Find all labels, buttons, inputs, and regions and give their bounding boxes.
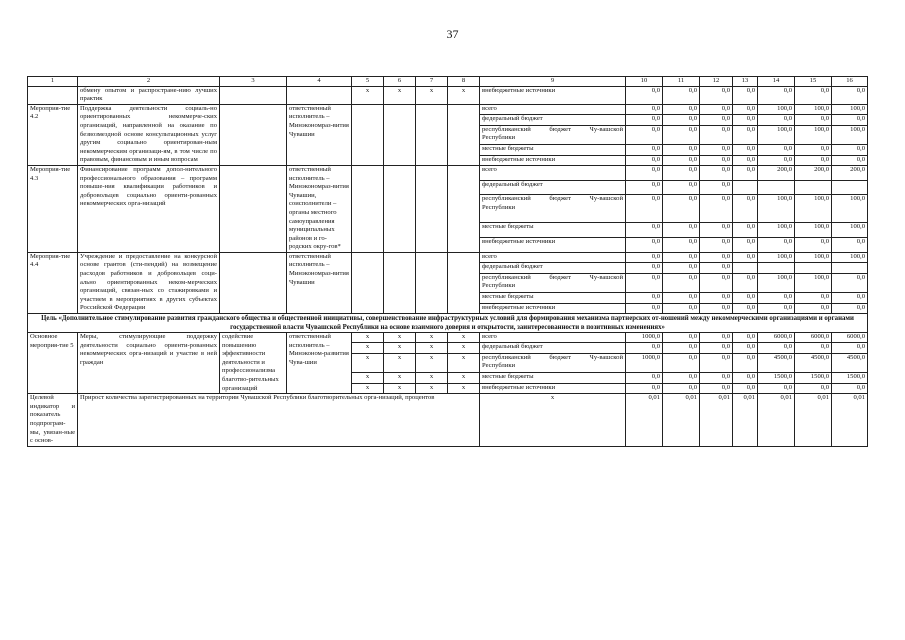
column-header: 1	[28, 77, 78, 87]
measure-row	[28, 104, 868, 114]
column-header: 4	[287, 77, 352, 87]
year-mark: x	[448, 373, 480, 383]
funding-value: 0,0	[758, 238, 795, 253]
funding-value: 6000,0	[795, 333, 832, 343]
funding-value: 0,0	[663, 252, 700, 262]
funding-value: 0,0	[663, 263, 700, 273]
funding-value: 0,0	[832, 115, 868, 125]
funding-value: 0,0	[733, 165, 758, 180]
funding-value: 0,0	[700, 333, 733, 343]
funding-value: 0,0	[663, 104, 700, 114]
funding-value: 0,0	[700, 373, 733, 383]
measure-name: Учреждение и предоставление на конкурсной основе грантов (сти-пендий) на возмещение расходов работников и добровольцев соци-ально ориентированных неком-мерческих организаций, связан-ных со стажировками и участием в мероприятиях в других субъектах Российской Федерации	[78, 252, 220, 313]
main-measure-code: Основное мероприя-тие 5	[28, 333, 78, 394]
column-header: 14	[758, 77, 795, 87]
funding-source: внебюджетные источники	[480, 86, 626, 104]
column-header: 2	[78, 77, 220, 87]
budget-table	[27, 76, 868, 447]
funding-value: 0,0	[832, 293, 868, 303]
funding-source: внебюджетные источники	[480, 238, 626, 253]
funding-value: 0,0	[795, 86, 832, 104]
funding-value: 0,0	[663, 86, 700, 104]
funding-value: 200,0	[795, 165, 832, 180]
funding-value: 0,0	[832, 303, 868, 313]
funding-value: 0,0	[626, 165, 663, 180]
funding-source: всего	[480, 252, 626, 262]
funding-value: 0,0	[758, 86, 795, 104]
funding-value: 0,0	[626, 273, 663, 293]
measure-executor: ответственный исполнитель – Минэкономраз-вития Чувашии	[287, 104, 352, 165]
funding-value: 0,0	[663, 195, 700, 223]
indicator-value: 0,01	[832, 394, 868, 447]
main-measure-goal: содействие повышению эффективности деятельности и профессионализма благотво-рительных организаций	[220, 333, 287, 394]
funding-value: 0,0	[832, 238, 868, 253]
column-header: 10	[626, 77, 663, 87]
year-mark	[384, 252, 416, 313]
funding-value: 0,0	[700, 155, 733, 165]
funding-value: 1500,0	[758, 373, 795, 383]
funding-value: 0,0	[626, 373, 663, 383]
year-mark: x	[352, 373, 384, 383]
year-mark: x	[416, 86, 448, 104]
funding-value: 0,0	[663, 238, 700, 253]
funding-value: 0,0	[758, 303, 795, 313]
funding-value: 0,0	[700, 223, 733, 238]
year-mark: x	[448, 86, 480, 104]
funding-value: 0,0	[626, 263, 663, 273]
funding-value: 0,0	[733, 223, 758, 238]
funding-value: 0,0	[832, 383, 868, 393]
funding-source: местные бюджеты	[480, 373, 626, 383]
funding-value: 0,0	[626, 293, 663, 303]
funding-value: 0,0	[626, 238, 663, 253]
funding-value: 0,0	[700, 383, 733, 393]
funding-value: 0,0	[733, 293, 758, 303]
funding-value: 0,0	[700, 145, 733, 155]
measure-row	[28, 165, 868, 180]
funding-value: 0,0	[626, 155, 663, 165]
funding-value: 0,0	[733, 195, 758, 223]
funding-value	[758, 180, 795, 195]
column-header: 12	[700, 77, 733, 87]
funding-source: всего	[480, 333, 626, 343]
funding-value: 0,0	[663, 180, 700, 195]
funding-value: 1500,0	[832, 373, 868, 383]
funding-value: 0,0	[832, 273, 868, 293]
funding-value: 0,0	[700, 86, 733, 104]
funding-value: 0,0	[700, 343, 733, 353]
funding-source: федеральный бюджет	[480, 343, 626, 353]
measure-executor: ответственный исполнитель – Минэкономраз-вития Чувашии	[287, 252, 352, 313]
year-mark: x	[352, 343, 384, 353]
funding-value: 100,0	[758, 104, 795, 114]
funding-value: 0,0	[663, 333, 700, 343]
funding-value: 0,0	[700, 353, 733, 373]
funding-value: 6000,0	[832, 333, 868, 343]
funding-source: федеральный бюджет	[480, 115, 626, 125]
funding-value: 200,0	[758, 165, 795, 180]
year-mark: x	[416, 383, 448, 393]
funding-value: 100,0	[795, 104, 832, 114]
year-mark: x	[448, 333, 480, 343]
funding-value: 0,0	[663, 343, 700, 353]
funding-value: 0,0	[700, 104, 733, 114]
measure-code: Мероприя-тие 4.3	[28, 165, 78, 252]
funding-value: 4500,0	[758, 353, 795, 373]
year-mark: x	[448, 343, 480, 353]
funding-value: 0,0	[733, 373, 758, 383]
funding-source: местные бюджеты	[480, 223, 626, 238]
year-mark	[448, 252, 480, 313]
funding-source: всего	[480, 165, 626, 180]
funding-value: 0,0	[832, 155, 868, 165]
funding-value: 100,0	[758, 125, 795, 145]
funding-source: республиканский бюджет Чу-вашской Республики	[480, 353, 626, 373]
measure-row	[28, 86, 868, 104]
funding-value: 100,0	[795, 252, 832, 262]
funding-value: 1000,0	[626, 333, 663, 343]
funding-value: 0,0	[626, 145, 663, 155]
column-header: 11	[663, 77, 700, 87]
funding-value: 0,0	[700, 180, 733, 195]
year-mark: x	[416, 373, 448, 383]
year-mark: x	[384, 343, 416, 353]
measure-name: Поддержка деятельности социаль-но ориентированных некоммерче-ских организаций, направленной на оказание по безвозмездной основе консультационных услуг другим социально ориентирован-ным некоммерческим организаци-ям, в том числе по правовым, финансовым и иным вопросам	[78, 104, 220, 165]
funding-value: 0,0	[663, 125, 700, 145]
funding-value: 0,0	[733, 273, 758, 293]
funding-value: 0,0	[795, 383, 832, 393]
funding-value: 100,0	[832, 125, 868, 145]
year-mark: x	[448, 353, 480, 373]
year-mark	[352, 104, 384, 165]
main-measure-name: Меры, стимулирующие поддержку деятельности социально ориенти-рованных некоммерческих орга-низаций и участие в ней граждан	[78, 333, 220, 394]
measure-goal	[220, 104, 287, 165]
page-number: 37	[446, 27, 459, 41]
funding-value: 0,0	[795, 145, 832, 155]
year-mark	[416, 252, 448, 313]
indicator-value: 0,01	[758, 394, 795, 447]
measure-name: обмену опытом и распростране-нию лучших практик	[78, 86, 220, 104]
measure-row	[28, 252, 868, 262]
funding-value: 0,0	[795, 115, 832, 125]
funding-value: 0,0	[626, 252, 663, 262]
funding-value	[733, 180, 758, 195]
funding-value	[795, 263, 832, 273]
funding-value: 100,0	[832, 195, 868, 223]
column-header: 5	[352, 77, 384, 87]
funding-value	[832, 263, 868, 273]
column-header: 9	[480, 77, 626, 87]
year-mark: x	[448, 383, 480, 393]
funding-value: 4500,0	[795, 353, 832, 373]
measure-goal	[220, 252, 287, 313]
funding-value: 0,0	[758, 293, 795, 303]
funding-source: внебюджетные источники	[480, 303, 626, 313]
indicator-value: 0,01	[663, 394, 700, 447]
funding-value: 0,0	[663, 165, 700, 180]
funding-value: 0,0	[626, 223, 663, 238]
year-mark: x	[352, 383, 384, 393]
funding-value: 0,0	[626, 125, 663, 145]
indicator-row	[28, 394, 868, 447]
indicator-code: Целевой индикатор и показатель подпрограм-мы, увязан-ные с основ-	[28, 394, 78, 447]
funding-value: 0,0	[733, 104, 758, 114]
funding-value: 0,0	[700, 238, 733, 253]
funding-value: 4500,0	[832, 353, 868, 373]
funding-value: 100,0	[758, 223, 795, 238]
funding-value: 0,0	[758, 145, 795, 155]
year-mark: x	[416, 353, 448, 373]
year-mark	[416, 104, 448, 165]
indicator-value: 0,01	[733, 394, 758, 447]
funding-value: 0,0	[626, 104, 663, 114]
funding-value: 0,0	[795, 293, 832, 303]
main-measure-row	[28, 333, 868, 343]
indicator-value: 0,01	[700, 394, 733, 447]
funding-source: местные бюджеты	[480, 293, 626, 303]
funding-value	[832, 180, 868, 195]
funding-value	[733, 263, 758, 273]
measure-executor: ответственный исполнитель – Минэкономраз-вития Чувашии, соисполнители – органы местного самоуправления муниципальных районов и го-родских окру-гов*	[287, 165, 352, 252]
indicator-value: 0,01	[626, 394, 663, 447]
funding-value: 0,0	[758, 343, 795, 353]
column-header: 3	[220, 77, 287, 87]
indicator-value: 0,01	[795, 394, 832, 447]
funding-value: 0,0	[758, 155, 795, 165]
year-mark	[416, 165, 448, 252]
measure-code	[28, 86, 78, 104]
funding-value: 0,0	[700, 293, 733, 303]
funding-value: 0,0	[733, 115, 758, 125]
funding-value: 0,0	[795, 155, 832, 165]
funding-value: 0,0	[626, 86, 663, 104]
funding-value: 0,0	[733, 343, 758, 353]
funding-value: 200,0	[832, 165, 868, 180]
funding-value: 0,0	[758, 383, 795, 393]
funding-value: 0,0	[700, 115, 733, 125]
indicator-text: Прирост количества зарегистрированных на территории Чувашской Республики благотворительных орга-низаций, процентов	[78, 394, 480, 447]
funding-value: 0,0	[663, 303, 700, 313]
funding-value: 0,0	[733, 145, 758, 155]
measure-executor	[287, 86, 352, 104]
goal-text: Цель «Дополнительное стимулирование развития гражданского общества и общественной инициативы, совершенствование инфраструктурных условий для формирования механизма партнерских от-ношений между некоммерческими организациями и органами государственной власти Чувашской Республики на основе взаимного доверия и открытости, заинтересованности в позитивных изменениях»	[28, 314, 868, 333]
funding-value: 0,0	[663, 145, 700, 155]
year-mark: x	[352, 353, 384, 373]
funding-value: 0,0	[700, 125, 733, 145]
year-mark: x	[384, 353, 416, 373]
funding-value: 0,0	[733, 238, 758, 253]
funding-value: 0,0	[733, 155, 758, 165]
year-mark: x	[384, 373, 416, 383]
year-mark: x	[384, 383, 416, 393]
funding-value: 0,0	[626, 115, 663, 125]
funding-source: федеральный бюджет	[480, 180, 626, 195]
funding-value: 100,0	[758, 252, 795, 262]
year-mark	[352, 252, 384, 313]
funding-value: 0,0	[626, 343, 663, 353]
funding-value: 1000,0	[626, 353, 663, 373]
funding-value: 0,0	[795, 238, 832, 253]
year-mark	[448, 165, 480, 252]
funding-value: 0,0	[626, 195, 663, 223]
funding-value: 100,0	[795, 223, 832, 238]
funding-value: 0,0	[663, 273, 700, 293]
year-mark: x	[352, 333, 384, 343]
funding-value: 0,0	[700, 273, 733, 293]
funding-value	[758, 263, 795, 273]
funding-value: 0,0	[663, 115, 700, 125]
funding-value: 0,0	[700, 303, 733, 313]
measure-code: Мероприя-тие 4.2	[28, 104, 78, 165]
funding-value: 0,0	[663, 155, 700, 165]
funding-value: 0,0	[795, 303, 832, 313]
year-mark: x	[352, 86, 384, 104]
funding-value: 0,0	[733, 333, 758, 343]
funding-source: местные бюджеты	[480, 145, 626, 155]
funding-value: 0,0	[733, 383, 758, 393]
funding-value: 0,0	[700, 252, 733, 262]
main-measure-executor: ответственный исполнитель – Минэконом-развития Чува-шии	[287, 333, 352, 394]
funding-value: 0,0	[626, 383, 663, 393]
funding-value: 0,0	[700, 165, 733, 180]
measure-goal	[220, 165, 287, 252]
column-header: 6	[384, 77, 416, 87]
funding-source: внебюджетные источники	[480, 155, 626, 165]
year-mark: x	[384, 86, 416, 104]
goal-row	[28, 314, 868, 333]
funding-value: 0,0	[758, 115, 795, 125]
funding-source: республиканский бюджет Чу-вашской Республики	[480, 125, 626, 145]
funding-value: 0,0	[626, 180, 663, 195]
funding-value: 1500,0	[795, 373, 832, 383]
funding-value: 100,0	[832, 104, 868, 114]
header-row	[28, 77, 868, 87]
funding-value: 0,0	[832, 343, 868, 353]
year-mark	[448, 104, 480, 165]
measure-name: Финансирование программ допол-нительного профессионального образования – программ повыше-ния квалификации работников и добровольцев социально ориенти-рованных некоммерческих орга-низаций	[78, 165, 220, 252]
funding-value: 0,0	[663, 353, 700, 373]
funding-value: 0,0	[733, 86, 758, 104]
year-mark: x	[416, 333, 448, 343]
funding-value: 0,0	[663, 383, 700, 393]
funding-value: 0,0	[626, 303, 663, 313]
funding-value	[795, 180, 832, 195]
year-mark: x	[416, 343, 448, 353]
funding-value: 0,0	[733, 252, 758, 262]
funding-value: 0,0	[663, 223, 700, 238]
funding-value: 100,0	[795, 273, 832, 293]
funding-value: 0,0	[795, 343, 832, 353]
funding-value: 100,0	[832, 252, 868, 262]
funding-value: 0,0	[832, 145, 868, 155]
measure-goal	[220, 86, 287, 104]
funding-value: 0,0	[663, 293, 700, 303]
indicator-mark: x	[480, 394, 626, 447]
funding-value: 100,0	[758, 195, 795, 223]
column-header: 16	[832, 77, 868, 87]
measure-code: Мероприя-тие 4.4	[28, 252, 78, 313]
year-mark	[352, 165, 384, 252]
column-header: 7	[416, 77, 448, 87]
year-mark: x	[384, 333, 416, 343]
year-mark	[384, 104, 416, 165]
funding-value: 6000,0	[758, 333, 795, 343]
funding-value: 0,0	[700, 263, 733, 273]
funding-value: 100,0	[795, 195, 832, 223]
funding-value: 0,0	[663, 373, 700, 383]
column-header: 8	[448, 77, 480, 87]
column-header: 13	[733, 77, 758, 87]
funding-value: 0,0	[700, 195, 733, 223]
funding-value: 0,0	[733, 353, 758, 373]
funding-value: 0,0	[733, 303, 758, 313]
year-mark	[384, 165, 416, 252]
funding-value: 0,0	[733, 125, 758, 145]
funding-source: внебюджетные источники	[480, 383, 626, 393]
column-header: 15	[795, 77, 832, 87]
funding-source: республиканский бюджет Чу-вашской Республики	[480, 273, 626, 293]
funding-value: 100,0	[795, 125, 832, 145]
funding-source: всего	[480, 104, 626, 114]
funding-value: 100,0	[832, 223, 868, 238]
funding-source: республиканский бюджет Чу-вашской Республики	[480, 195, 626, 223]
funding-value: 100,0	[758, 273, 795, 293]
funding-source: федеральный бюджет	[480, 263, 626, 273]
funding-value: 0,0	[832, 86, 868, 104]
